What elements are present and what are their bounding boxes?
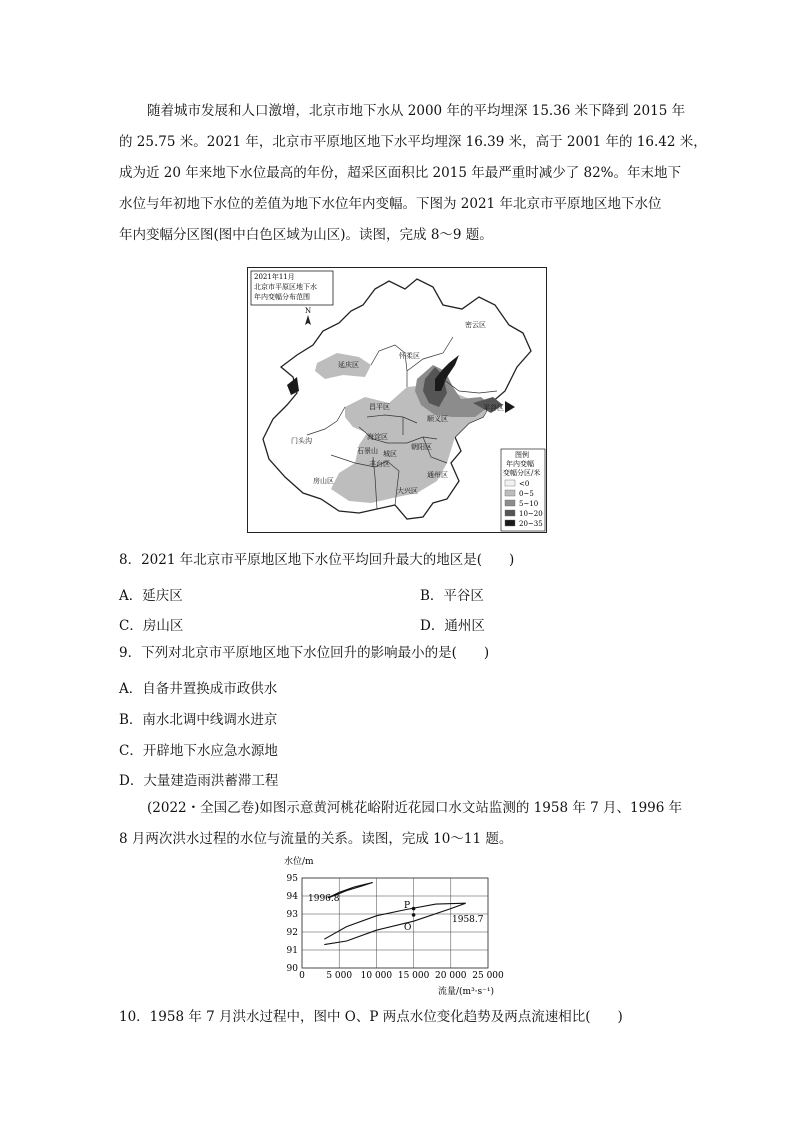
legend-label: 5~10	[519, 500, 539, 508]
district-label: 城区	[383, 450, 397, 458]
district-label: 顺义区	[427, 415, 448, 423]
legend-label: 10~20	[519, 510, 543, 518]
x-axis-label: 流量/(m³·s⁻¹)	[438, 987, 495, 997]
x-tick-label: 15 000	[397, 971, 430, 981]
district-label: 丰台区	[369, 460, 390, 468]
point-O	[412, 913, 416, 917]
svg-text:年内变幅: 年内变幅	[506, 460, 534, 468]
q9-option-c[interactable]: C．开辟地下水应急水源地	[119, 743, 278, 759]
legend-swatch	[505, 490, 515, 496]
y-tick-label: 94	[286, 892, 298, 902]
district-label: 延庆区	[338, 361, 359, 369]
y-tick-label: 91	[286, 946, 298, 956]
map-title-line: 2021年11月	[254, 273, 295, 281]
svg-text:N: N	[305, 307, 312, 315]
district-label: 门头沟	[291, 437, 312, 445]
district-label: 通州区	[427, 471, 448, 479]
chart-series	[324, 883, 465, 945]
map-title-line: 年内变幅分布范围	[254, 293, 310, 301]
series-line-1958.7	[324, 903, 465, 944]
intro-line: 水位与年初地下水位的差值为地下水位年内变幅。下图为 2021 年北京市平原地区地下水位	[119, 196, 662, 212]
q8-option-d[interactable]: D．通州区	[420, 618, 485, 634]
intro-line: 随着城市发展和人口激增，北京市地下水从 2000 年的平均埋深 15.36 米下降到 2015 年	[147, 103, 686, 119]
legend-swatch	[505, 520, 515, 526]
chart-ticks	[287, 874, 504, 981]
beijing-groundwater-map	[247, 267, 547, 533]
legend-label: 20~35	[519, 520, 543, 528]
intro-2-line: 8 月两次洪水过程的水位与流量的关系。读图，完成 10～11 题。	[119, 831, 513, 847]
x-tick-label: 20 000	[435, 971, 467, 981]
district-label: 平谷区	[483, 404, 504, 412]
legend-swatch	[505, 510, 515, 516]
intro-line: 成为近 20 年来地下水位最高的年份，超采区面积比 2015 年最严重时减少了 82%。年末地下	[119, 165, 681, 181]
point-o-label: O	[404, 923, 412, 933]
district-label: 密云区	[465, 321, 486, 329]
district-label: 海淀区	[367, 433, 388, 441]
x-tick-label: 10 000	[360, 971, 393, 981]
legend-label: 0~5	[519, 490, 534, 498]
svg-text:变幅分区/米: 变幅分区/米	[503, 469, 541, 477]
district-label: 大兴区	[397, 487, 418, 495]
q9-option-b[interactable]: B．南水北调中线调水进京	[119, 712, 278, 728]
intro-line: 年内变幅分区图(图中白色区域为山区)。读图，完成 8～9 题。	[119, 227, 493, 243]
x-tick-label: 25 000	[472, 971, 504, 981]
point-p-label: P	[404, 901, 411, 911]
x-tick-label: 0	[299, 971, 305, 981]
stage-discharge-chart	[270, 852, 520, 998]
y-tick-label: 92	[286, 928, 298, 938]
district-label: 昌平区	[369, 403, 390, 411]
x-tick-label: 5 000	[326, 971, 353, 981]
q8-option-a[interactable]: A．延庆区	[119, 588, 183, 604]
q9-option-a[interactable]: A．自备井置换成市政供水	[119, 681, 278, 697]
question-9-stem: 9．下列对北京市平原地区地下水位回升的影响最小的是( )	[119, 645, 490, 661]
y-axis-label: 水位/m	[284, 857, 314, 867]
legend-swatch	[505, 480, 515, 486]
district-label: 石景山	[357, 447, 378, 455]
question-10-stem: 10．1958 年 7 月洪水过程中，图中 O、P 两点水位变化趋势及两点流速相比( )	[119, 1009, 623, 1025]
point-P	[412, 907, 416, 911]
series-label-1996: 1996.8	[308, 894, 340, 904]
intro-2-line: (2022・全国乙卷)如图示意黄河桃花峪附近花园口水文站监测的 1958 年 7 月、1996 年	[147, 800, 683, 816]
district-label: 朝阳区	[411, 443, 432, 451]
district-label: 怀柔区	[399, 352, 420, 360]
map-legend	[501, 449, 545, 531]
q8-option-c[interactable]: C．房山区	[119, 618, 184, 634]
legend-swatch	[505, 500, 515, 506]
question-8-stem: 8．2021 年北京市平原地区地下水位平均回升最大的地区是( )	[119, 552, 515, 568]
y-tick-label: 90	[286, 964, 298, 974]
svg-text:图例: 图例	[515, 451, 529, 459]
y-tick-label: 95	[286, 874, 298, 884]
series-label-1958: 1958.7	[452, 915, 484, 925]
y-tick-label: 93	[286, 910, 298, 920]
q9-option-d[interactable]: D．大量建造雨洪蓄滞工程	[119, 773, 279, 789]
district-label: 房山区	[313, 477, 334, 485]
map-title-line: 北京市平原区地下水	[254, 283, 317, 291]
legend-label: <0	[519, 480, 530, 488]
intro-line: 的 25.75 米。2021 年，北京市平原地区地下水平均埋深 16.39 米，高于 2001 年的 16.42 米，	[119, 134, 707, 150]
q8-option-b[interactable]: B．平谷区	[420, 588, 484, 604]
